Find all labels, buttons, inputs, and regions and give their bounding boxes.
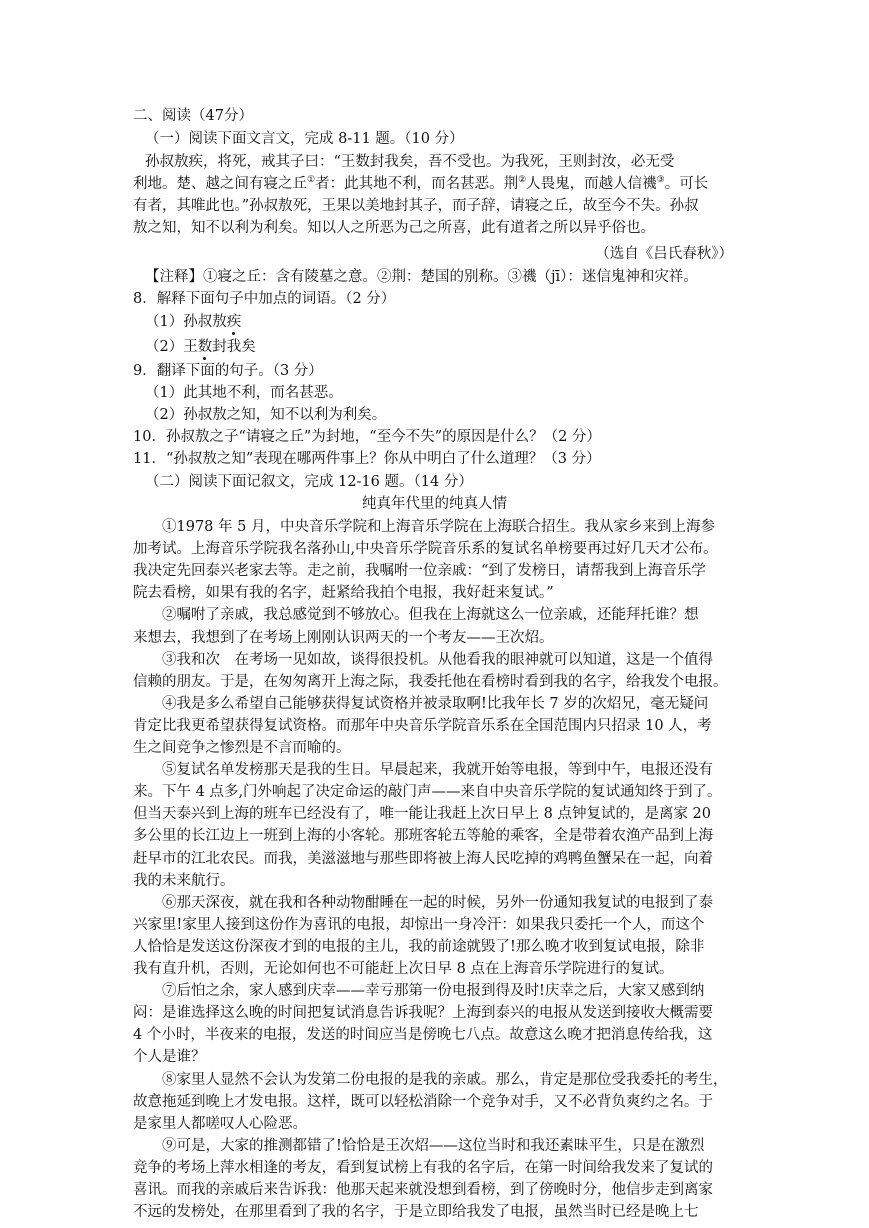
question-9-item-2: （2）孙叔敖之知，知不以利为利矣。 (145, 407, 387, 423)
article-line: 多公里的长江边上一班到上海的小客轮。那班客轮五等舱的乘客，全是带着农渔产品到上海 (133, 828, 713, 845)
article-line: ⑤复试名单发榜那天是我的生日。早晨起来，我就开始等电报，等到中午，电报还没有 (162, 762, 713, 779)
question-9-item-1: （1）此其地不利，而名甚恶。 (145, 385, 343, 401)
text-source: （选自《吕氏春秋》） (595, 246, 733, 262)
part2-heading: （二）阅读下面记叙文，完成 12-16 题。（14 分） (145, 474, 473, 490)
article-line: 闷：是谁选择这么晚的时间把复试消息告诉我呢？上海到泰兴的电报从发送到接收大概需要 (133, 1005, 713, 1022)
article-line: 来。下午 4 点多,门外响起了决定命运的敲门声——来自中央音乐学院的复试通知终于到了。 (133, 784, 722, 801)
article-line: 故意拖延到晚上才发电报。这样，既可以轻松消除一个竞争对手，又不必背负爽约之名。于 (133, 1093, 713, 1110)
article-line: 来想去，我想到了在考场上刚刚认识两天的一个考友——王次炤。 (133, 629, 554, 646)
article-line: 我决定先回泰兴老家去等。走之前，我嘱咐一位亲戚：“到了发榜日，请帮我到上海音乐学 (133, 563, 706, 580)
classical-text-line-1: 孙叔敖疾，将死，戒其子曰：“王数封我矣，吾不受也。为我死，王则封汝，必无受 (145, 154, 675, 170)
article-line: ③我和次 在考场一见如故，谈得很投机。从他看我的眼神就可以知道，这是一个值得 (162, 651, 713, 668)
article-line: ⑦后怕之余，家人感到庆幸——幸亏那第一份电报到得及时!庆幸之后，大家又感到纳 (162, 983, 705, 1000)
article-line: 院去看榜，如果有我的名字，赶紧给我拍个电报，我好赶来复试。” (133, 585, 554, 602)
article-title: 纯真年代里的纯真人情 (362, 496, 507, 512)
question-8-item-2: （2）王数封我矣 (145, 339, 256, 355)
article-line: 4 个小时，半夜来的电报，发送的时间应当是傍晚七八点。故意这么晚才把消息传给我，这 (133, 1027, 713, 1044)
article-line: ②嘱咐了亲戚，我总感觉到不够放心。但我在上海就这么一位亲戚，还能拜托谁？想 (162, 607, 699, 624)
article-line: ⑧家里人显然不会认为发第二份电报的是我的亲戚。那么，肯定是那位受我委托的考生， (162, 1071, 728, 1088)
article-line: 加考试。上海音乐学院我名落孙山,中央音乐学院音乐系的复试名单榜要再过好几天才公布。 (133, 541, 718, 558)
article-line: 生之间竞争之惨烈是不言而喻的。 (133, 740, 351, 756)
article-line: ⑨可是，大家的推测都错了!恰恰是王次炤——这位当时和我还素昧平生，只是在激烈 (162, 1137, 705, 1154)
article-line: ④我是多么希望自己能够获得复试资格并被录取啊!比我年长 7 岁的次炤兄，毫无疑问 (162, 695, 709, 712)
article-line: 是家里人都嗟叹人心险恶。 (133, 1115, 307, 1132)
article-line: 肯定比我更希望获得复试资格。而那年中央音乐学院音乐系在全国范围内只招录 10 人，考 (133, 717, 712, 734)
article-line: 赶早市的江北农民。而我，美滋滋地与那些即将被上海人民吃掉的鸡鸭鱼蟹呆在一起，向着 (133, 850, 713, 867)
article-line: 不远的发榜处，在那里看到了我的名字，于是立即给我发了电报，虽然当时已经是晚上七 (133, 1204, 699, 1221)
article-line: ⑥那天深夜，就在我和各种动物酣睡在一起的时候，另外一份通知我复试的电报到了泰 (162, 894, 713, 911)
article-line: 人恰恰是发送这份深夜才到的电报的主儿，我的前途就毁了!那么晚才收到复试电报，除非 (133, 938, 705, 955)
question-11: 11．“孙叔敖之知”表现在哪两件事上？你从中明白了什么道理？（3 分） (133, 451, 601, 467)
annotation-note: 【注释】①寝之丘：含有陵墓之意。②荆：楚国的别称。③禨（jī）：迷信鬼神和灾祥。 (145, 269, 698, 285)
article-line: 兴家里!家里人接到这份作为喜讯的电报，却惊出一身冷汗：如果我只委托一个人，而这个 (133, 916, 705, 933)
article-line: ①1978 年 5 月，中央音乐学院和上海音乐学院在上海联合招生。我从家乡来到上海参 (162, 519, 715, 535)
question-8-item-1: （1）孙叔敖疾 (145, 314, 242, 330)
classical-text-line-2: 利地。楚、越之间有寝之丘①者：此其地不利，而名甚恶。荆②人畏鬼，而越人信禨③。可长 (133, 175, 709, 192)
article-line: 喜讯。而我的亲戚后来告诉我：他那天起来就没想到看榜，到了傍晚时分，他信步走到离家 (133, 1182, 713, 1198)
question-10: 10．孙叔敖之子“请寝之丘”为封地，“至今不失”的原因是什么？（2 分） (133, 429, 601, 445)
article-line: 我的未来航行。 (133, 872, 235, 889)
question-9: 9．翻译下面的句子。（3 分） (133, 363, 323, 379)
question-8: 8．解释下面句子中加点的词语。（2 分） (133, 291, 396, 307)
classical-text-line-4: 敖之知，知不以利为利矣。知以人之所恶为己之所喜，此有道者之所以异乎俗也。 (133, 220, 655, 236)
section-title: 二、阅读（47分） (133, 108, 253, 124)
part1-heading: （一）阅读下面文言文，完成 8-11 题。（10 分） (145, 131, 464, 147)
classical-text-line-3: 有者，其唯此也。”孙叔敖死，王果以美地封其子，而子辞，请寝之丘，故至今不失。孙叔 (133, 198, 699, 214)
article-line: 个人是谁？ (133, 1049, 206, 1066)
article-line: 但当天泰兴到上海的班车已经没有了，唯一能让我赶上次日早上 8 点钟复试的，是离家 20 (133, 806, 711, 823)
article-line: 信赖的朋友。于是，在匆匆离开上海之际，我委托他在看榜时看到我的名字，给我发个电报。 (133, 673, 728, 690)
article-line: 竞争的考场上萍水相逢的考友，看到复试榜上有我的名字后，在第一时间给我发来了复试的 (133, 1159, 713, 1176)
article-line: 我有直升机，否则，无论如何也不可能赶上次日早 8 点在上海音乐学院进行的复试。 (133, 961, 674, 977)
